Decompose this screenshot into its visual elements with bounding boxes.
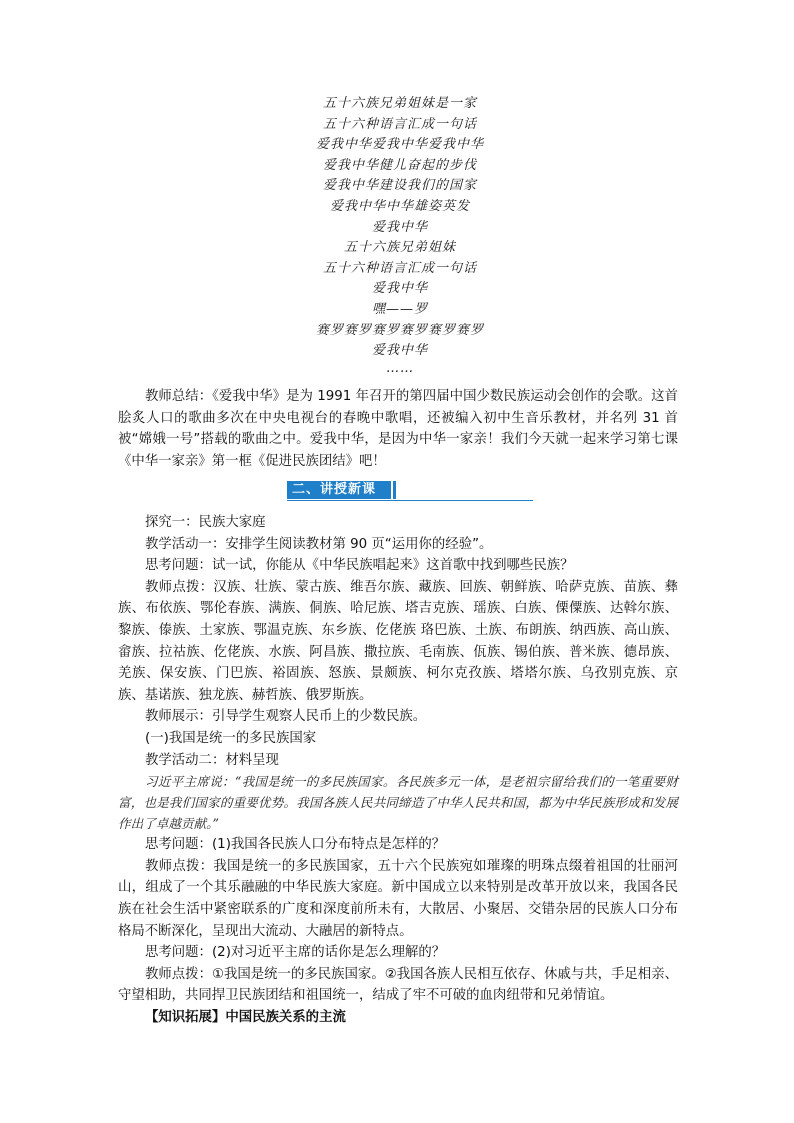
section-rule <box>287 500 533 501</box>
teacher-summary-block <box>118 386 678 472</box>
activity-two: 教学活动二：材料呈现 <box>145 752 279 768</box>
explore-heading: 探究一：民族大家庭 <box>145 515 266 530</box>
activity-one: 教学活动一：安排学生阅读教材第 90 页“运用你的经验”。 <box>145 536 493 552</box>
knowledge-extension: 【知识拓展】中国民族关系的主流 <box>145 1009 346 1025</box>
lyric-ellipsis: …… <box>386 360 414 376</box>
section-title: 二、讲授新课 <box>287 481 391 499</box>
lyric-line: 五十六种语言汇成一句话 <box>322 260 477 276</box>
lyric-line: 爱我中华中华雄姿英发 <box>329 198 470 214</box>
lyric-line: 爱我中华 <box>371 343 428 359</box>
lyric-line: 嘿——罗 <box>371 301 428 317</box>
lyric-line: 爱我中华爱我中华爱我中华 <box>315 137 484 153</box>
lyric-line: 爱我中华健儿奋起的步伐 <box>322 157 477 173</box>
guide-three: 教师点拨：①我国是统一的多民族国家。②我国各族人民相互依存、休戚与共，手足相亲、守望相助，共同捍卫民族团结和祖国统一，结成了牢不可破的血肉纽带和兄弟情谊。 <box>118 966 678 1004</box>
subheading-one: (一)我国是统一的多民族国家 <box>145 730 317 746</box>
song-lyrics <box>200 94 600 376</box>
guide-two: 教师点拨：我国是统一的多民族国家，五十六个民族宛如璀璨的明珠点缀着祖国的壮丽河山，组成了一个其乐融融的中华民族大家庭。新中国成立以来特别是改革开放以来，我国各民族在社会生活中紧密联系的广度和深度前所未有，大散居、小聚居、交错杂居的民族人口分布格局不断深化，呈现出大流动、大融居的新特点。 <box>118 858 678 939</box>
display-one: 教师展示：引导学生观察人民币上的少数民族。 <box>145 709 427 725</box>
teacher-summary: 教师总结：《爱我中华》是为 1991 年召开的第四届中国少数民族运动会创作的会歌。这首脍炙人口的歌曲多次在中央电视台的春晚中歌唱，还被编入初中生音乐教材，并名列 31 首被“嫦娥一号”搭载的歌曲之中。爱我中华，是因为中华一家亲！我们今天就一起来学习第七课《中华一家亲》第一框《促进民族团结》吧！ <box>118 389 678 469</box>
lyric-line: 爱我中华 <box>371 219 428 235</box>
section-tick <box>393 481 396 499</box>
question-two: 思考问题：(1)我国各民族人口分布特点是怎样的？ <box>145 837 446 853</box>
lyric-line: 爱我中华 <box>371 281 428 297</box>
lyric-line: 五十六种语言汇成一句话 <box>322 116 477 132</box>
lesson-body <box>118 512 678 1028</box>
material-quote: 习近平主席说：“我国是统一的多民族国家。各民族多元一体，是老祖宗留给我们的一笔重要财富，也是我们国家的重要优势。我国各族人民共同缔造了中华人民共和国，都为中华民族形成和发展作出了卓越贡献。” <box>118 774 678 832</box>
lyric-line: 五十六族兄弟姐妹 <box>343 240 456 256</box>
question-one: 思考问题：试一试，你能从《中华民族唱起来》这首歌中找到哪些民族？ <box>145 558 574 574</box>
guide-one: 教师点拨：汉族、壮族、蒙古族、维吾尔族、藏族、回族、朝鲜族、哈萨克族、苗族、彝族、布依族、鄂伦春族、满族、侗族、哈尼族、塔吉克族、瑶族、白族、傈僳族、达斡尔族、黎族、傣族、土家族、鄂温克族、东乡族、仡佬族 珞巴族、土族、布朗族、纳西族、高山族、畲族、拉祜族、仡佬族、水族、阿昌族、撒拉族、毛南族、佤族、锡伯族、普米族、德昂族、羌族、保安族、门巴族、裕固族、怒族、景颇族、柯尔克孜族、塔塔尔族、乌孜别克族、京族、基诺族、独龙族、赫哲族、俄罗斯族。 <box>118 579 678 703</box>
lyric-line: 爱我中华建设我们的国家 <box>322 178 477 194</box>
lyric-line: 五十六族兄弟姐妹是一家 <box>322 96 477 111</box>
section-header <box>287 481 533 501</box>
question-three: 思考问题：(2)对习近平主席的话你是怎么理解的？ <box>145 945 446 961</box>
lyric-line: 赛罗赛罗赛罗赛罗赛罗赛罗 <box>315 322 484 338</box>
